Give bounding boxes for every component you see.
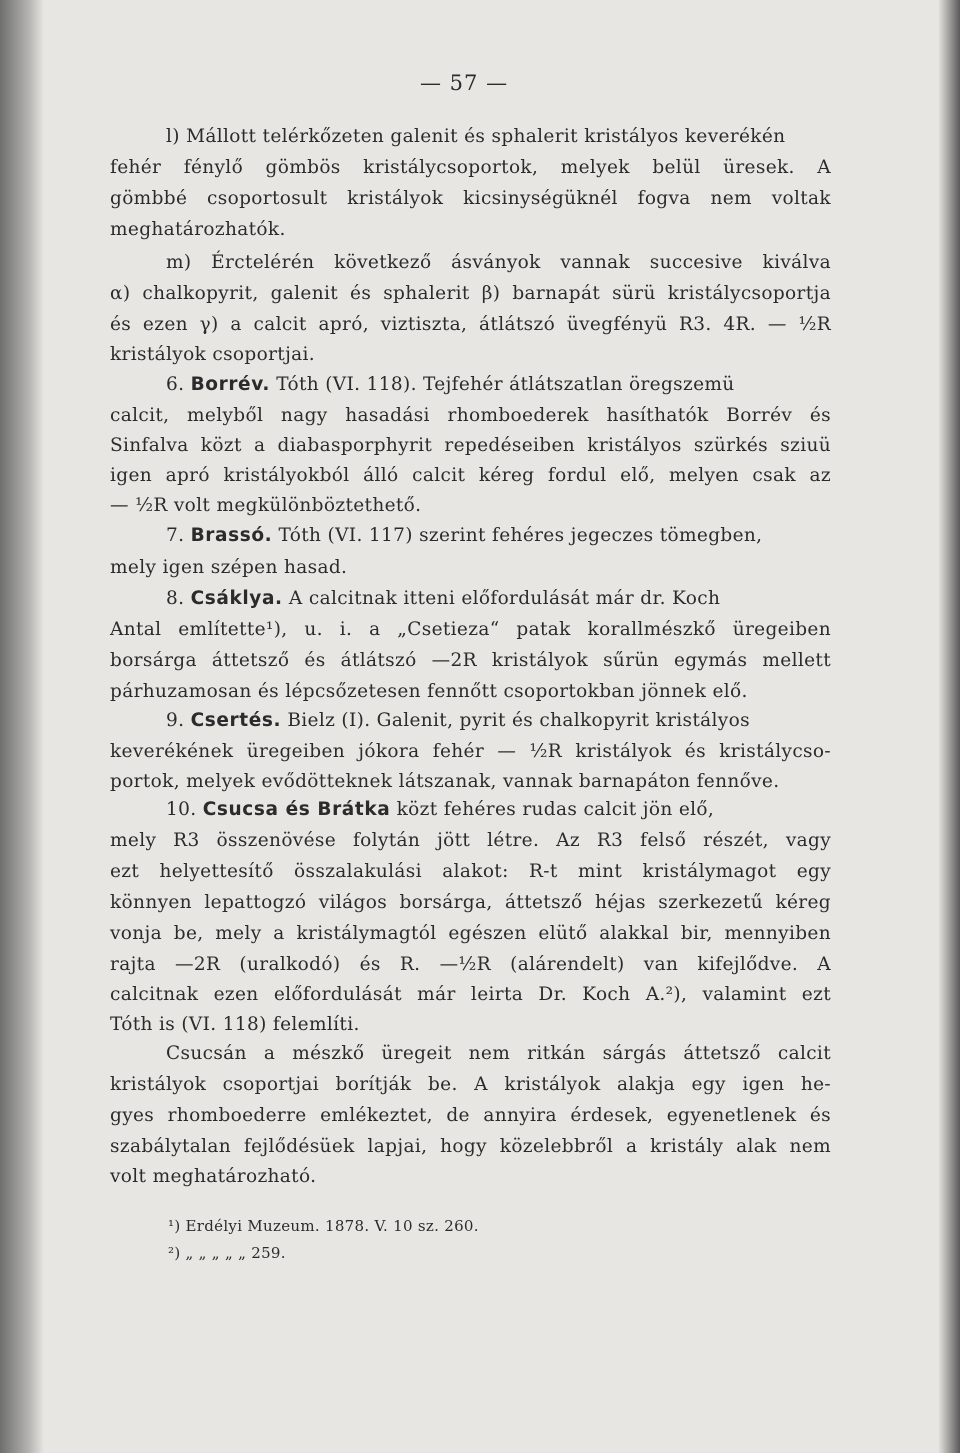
text-line: kristályok csoportjai borítják be. A kristályok alakja egy igen he- (110, 1074, 831, 1095)
locality-heading: Csáklya. (190, 588, 283, 609)
section-number: 8. (166, 588, 185, 609)
text-line: calcit, melyből nagy hasadási rhomboederek hasíthatók Borrév és (110, 405, 831, 426)
section-text: A calcitnak itteni előfordulását már dr. Koch (288, 588, 721, 609)
section-6-line (166, 372, 831, 398)
text-line: gyes rhomboederre emlékeztet, de annyira érdesek, egyenetlenek és (110, 1105, 831, 1126)
section-text: Bielz (I). Galenit, pyrit és chalkopyrit kristályos (287, 710, 750, 731)
section-8-line (166, 586, 831, 612)
footnote-2: ²) „ „ „ „ „ 259. (168, 1244, 286, 1262)
text-line: m) Érctelérén következő ásványok vannak succesive kiválva (166, 252, 831, 273)
text-line: gömbbé csoportosult kristályok kicsinységüknél fogva nem voltak (110, 188, 831, 209)
section-9-line (166, 708, 831, 734)
text-line: könnyen lepattogzó világos borsárga, áttetsző héjas szerkezetű kéreg (110, 892, 831, 913)
locality-heading: Brassó. (190, 525, 273, 546)
locality-heading: Borrév. (190, 374, 270, 395)
locality-heading: Csertés. (190, 710, 282, 731)
text-line: l) Mállott telérkőzeten galenit és sphalerit kristályos keverékén (166, 126, 786, 147)
text-line: fehér fénylő gömbös kristálycsoportok, melyek belül üresek. A (110, 157, 831, 178)
text-line: mely igen szépen hasad. (110, 557, 348, 578)
footnote-1: ¹) Erdélyi Muzeum. 1878. V. 10 sz. 260. (168, 1217, 479, 1235)
text-line: keverékének üregeiben jókora fehér — ½R kristályok és kristálycso- (110, 741, 831, 762)
text-line: igen apró kristályokból álló calcit kéreg fordul elő, melyen csak az (110, 465, 831, 486)
section-number: 6. (166, 374, 185, 395)
text-line: vonja be, mely a kristálymagtól egészen elütő alakkal bir, mennyiben (110, 923, 831, 944)
section-7-line (166, 523, 831, 549)
text-line: meghatározhatók. (110, 219, 286, 240)
text-line: kristályok csoportjai. (110, 344, 316, 365)
text-line: volt meghatározható. (110, 1166, 317, 1187)
section-text: Tóth (VI. 117) szerint fehéres jegeczes tömegben, (278, 525, 763, 546)
text-line: calcitnak ezen előfordulását már leirta Dr. Koch A.²), valamint ezt (110, 984, 831, 1005)
section-number: 9. (166, 710, 185, 731)
page-number: — 57 — (420, 71, 509, 95)
section-10-line (166, 797, 831, 823)
text-line: Csucsán a mészkő üregeit nem ritkán sárgás áttetsző calcit (166, 1043, 831, 1064)
locality-heading: Csucsa és Brátka (202, 799, 391, 820)
section-text: Tóth (VI. 118). Tejfehér átlátszatlan öregszemü (276, 374, 735, 395)
text-line: ezt helyettesítő összalakulási alakot: R-t mint kristálymagot egy (110, 861, 831, 882)
text-line: Sinfalva közt a diabasporphyrit repedéseiben kristályos szürkés sziuü (110, 435, 831, 456)
section-number: 10. (166, 799, 197, 820)
text-line: borsárga áttetsző és átlátszó —2R kristályok sűrün egymás mellett (110, 650, 831, 671)
text-line: mely R3 összenövése folytán jött létre. Az R3 felső részét, vagy (110, 830, 831, 851)
text-line: Tóth is (VI. 118) felemlíti. (110, 1014, 360, 1035)
text-line: rajta —2R (uralkodó) és R. —½R (alárendelt) van kifejlődve. A (110, 954, 831, 975)
text-line: portok, melyek evődötteknek látszanak, vannak barnapáton fennőve. (110, 771, 780, 792)
text-line: — ½R volt megkülönböztethető. (110, 495, 422, 516)
text-line: párhuzamosan és lépcsőzetesen fennőtt csoportokban jönnek elő. (110, 681, 748, 702)
section-text: közt fehéres rudas calcit jön elő, (396, 799, 715, 820)
text-line: és ezen γ) a calcit apró, viztiszta, átlátszó üvegfényü R3. 4R. — ½R (110, 314, 831, 335)
text-line: Antal említette¹), u. i. a „Csetieza“ patak korallmészkő üregeiben (110, 619, 831, 640)
section-number: 7. (166, 525, 185, 546)
text-line: α) chalkopyrit, galenit és sphalerit β) barnapát sürü kristálycsoportja (110, 283, 831, 304)
text-line: szabálytalan fejlődésüek lapjai, hogy közelebbről a kristály alak nem (110, 1136, 831, 1157)
